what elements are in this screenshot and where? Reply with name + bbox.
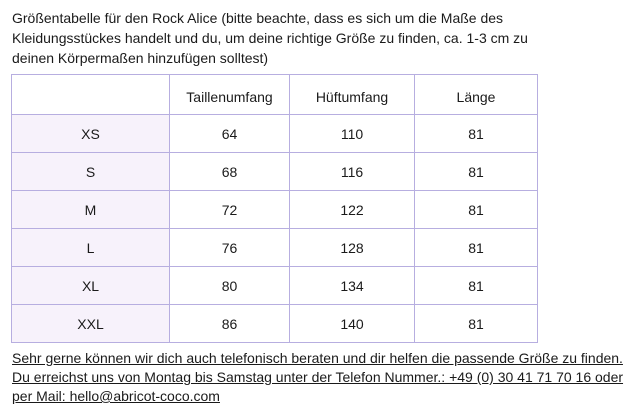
table-header-row: [12, 75, 538, 115]
contact-email-line[interactable]: per Mail: hello@abricot-coco.com: [12, 388, 220, 404]
waist-cell: 72: [170, 191, 290, 229]
waist-cell: 76: [170, 229, 290, 267]
waist-cell: 80: [170, 267, 290, 305]
hip-cell: 140: [290, 305, 415, 343]
length-cell: 81: [415, 229, 538, 267]
contact-text: [12, 349, 636, 406]
size-cell: L: [12, 229, 170, 267]
header-waist: Taillenumfang: [170, 75, 290, 115]
table-row: [12, 191, 538, 229]
table-row: [12, 267, 538, 305]
header-length: Länge: [415, 75, 538, 115]
table-row: [12, 115, 538, 153]
length-cell: 81: [415, 267, 538, 305]
length-cell: 81: [415, 153, 538, 191]
intro-line-2: Kleidungsstückes handelt und du, um deine richtige Größe zu finden, ca. 1-3 cm zu: [12, 30, 528, 46]
header-corner-cell: [12, 75, 170, 115]
size-cell: S: [12, 153, 170, 191]
size-cell: XXL: [12, 305, 170, 343]
header-hip: Hüftumfang: [290, 75, 415, 115]
hip-cell: 110: [290, 115, 415, 153]
size-chart-table: [11, 74, 538, 343]
intro-line-1: Größentabelle für den Rock Alice (bitte beachte, dass es sich um die Maße des: [12, 10, 504, 26]
intro-line-3: deinen Körpermaßen hinzufügen solltest): [12, 50, 269, 66]
size-cell: M: [12, 191, 170, 229]
length-cell: 81: [415, 115, 538, 153]
table-row: [12, 153, 538, 191]
hip-cell: 134: [290, 267, 415, 305]
waist-cell: 64: [170, 115, 290, 153]
length-cell: 81: [415, 191, 538, 229]
length-cell: 81: [415, 305, 538, 343]
size-cell: XS: [12, 115, 170, 153]
table-row: [12, 229, 538, 267]
hip-cell: 128: [290, 229, 415, 267]
waist-cell: 86: [170, 305, 290, 343]
contact-line-2: Du erreichst uns von Montag bis Samstag unter der Telefon Nummer.: +49 (0) 30 41 71 70 16 oder: [12, 369, 624, 385]
table-row: [12, 305, 538, 343]
contact-line-1: Sehr gerne können wir dich auch telefonisch beraten und dir helfen die passende Größe zu finden.: [12, 350, 623, 366]
intro-text: [12, 8, 628, 68]
hip-cell: 122: [290, 191, 415, 229]
size-cell: XL: [12, 267, 170, 305]
hip-cell: 116: [290, 153, 415, 191]
waist-cell: 68: [170, 153, 290, 191]
